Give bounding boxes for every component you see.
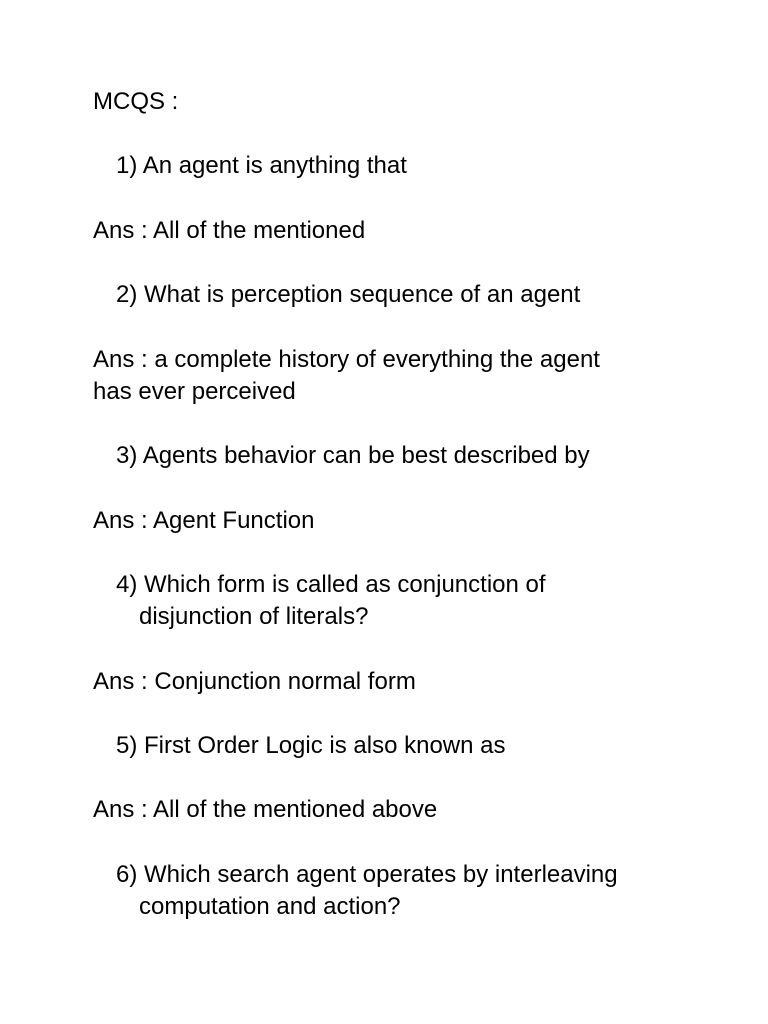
question-2: [116, 279, 580, 311]
question-number: 1): [116, 152, 138, 179]
question-4: [116, 569, 546, 601]
question-text: Which search agent operates by interleaving: [144, 861, 618, 888]
question-6: [116, 859, 618, 891]
question-text: Which form is called as conjunction of: [144, 571, 546, 598]
question-6-continued: computation and action?: [139, 893, 401, 920]
question-text: An agent is anything that: [142, 152, 407, 179]
answer-4: Ans : Conjunction normal form: [93, 668, 416, 695]
answer-3: Ans : Agent Function: [93, 507, 315, 534]
question-3: [116, 440, 590, 472]
answer-1: Ans : All of the mentioned: [93, 217, 366, 244]
question-5: [116, 730, 505, 762]
answer-2: Ans : a complete history of everything the agent: [93, 346, 600, 373]
question-text: Agents behavior can be best described by: [142, 442, 590, 469]
question-text: What is perception sequence of an agent: [144, 281, 581, 308]
question-number: 2): [116, 281, 138, 308]
answer-2-continued: has ever perceived: [93, 378, 296, 405]
question-number: 4): [116, 571, 138, 598]
answer-5: Ans : All of the mentioned above: [93, 796, 438, 823]
question-number: 5): [116, 732, 138, 759]
question-number: 3): [116, 442, 138, 469]
question-text: First Order Logic is also known as: [144, 732, 506, 759]
question-number: 6): [116, 861, 138, 888]
question-4-continued: disjunction of literals?: [139, 603, 369, 630]
question-1: [116, 150, 407, 182]
heading: MCQS :: [93, 88, 179, 115]
